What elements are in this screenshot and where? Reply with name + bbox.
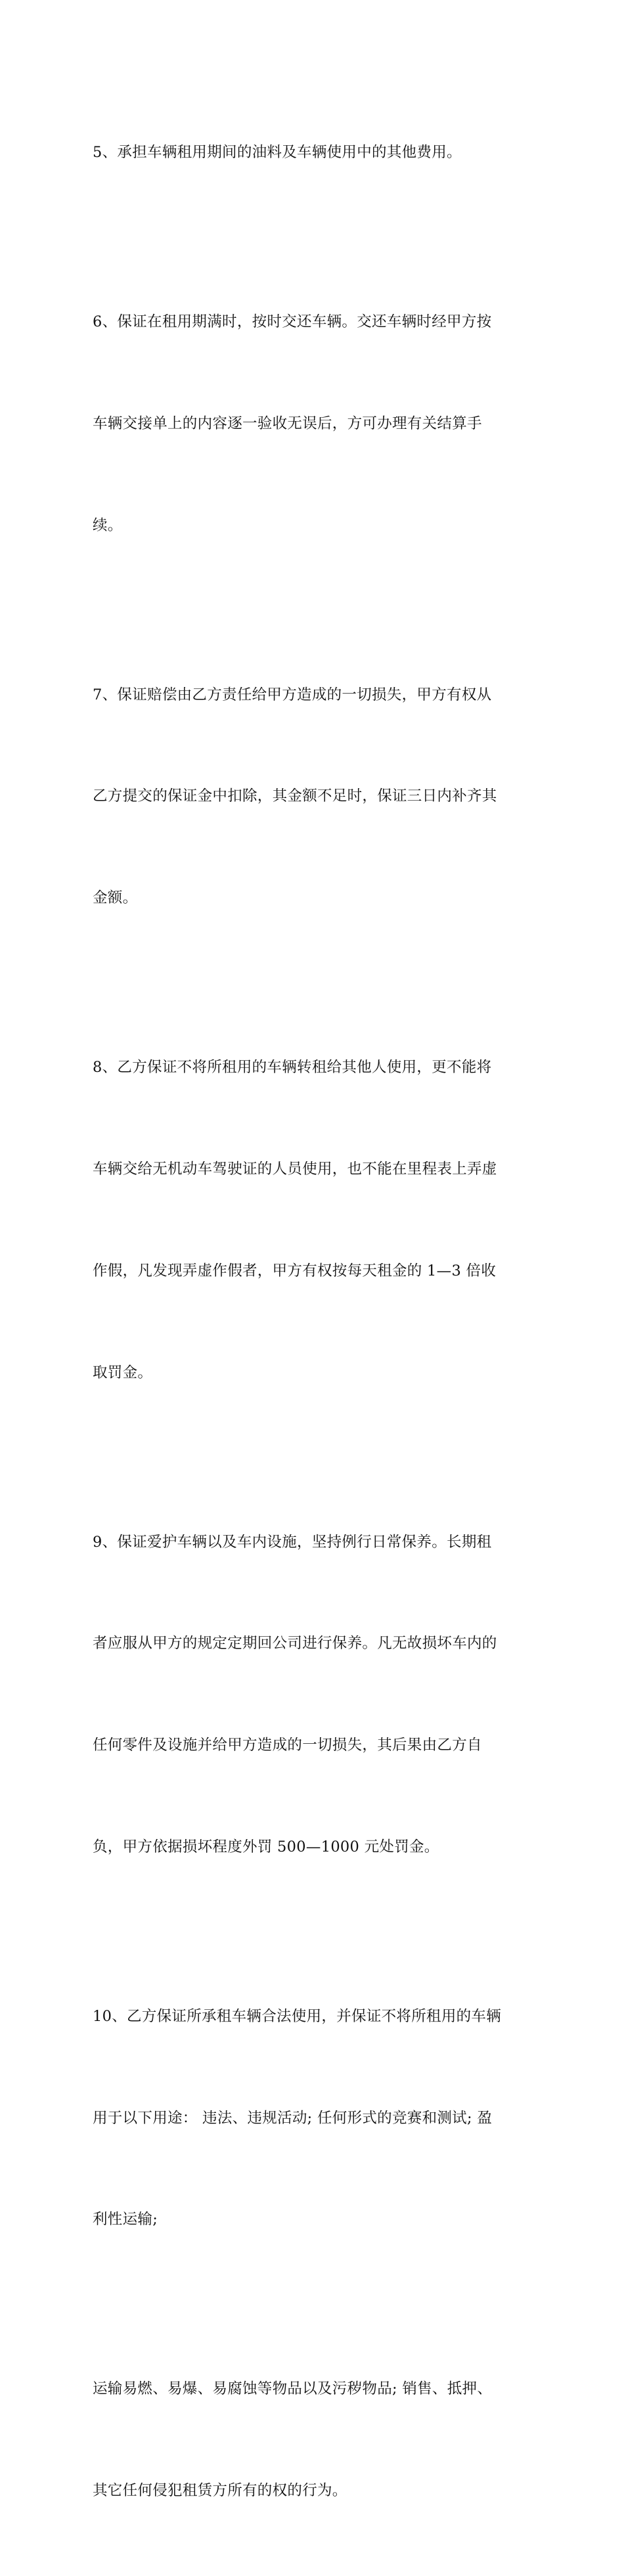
- text-line: 车辆交给无机动车驾驶证的人员使用，也不能在里程表上弄虚: [93, 1161, 497, 1178]
- text-line: 负，甲方依据损坏程度外罚 500—1000 元处罚金。: [93, 1838, 439, 1855]
- clause-10-continued: [93, 2305, 539, 2576]
- clause-8: [93, 983, 539, 1457]
- clause-6: [93, 238, 539, 611]
- text-line: 续。: [93, 516, 123, 534]
- clause-9: [93, 1457, 539, 1932]
- text-line: 其它任何侵犯租赁方所有的权的行为。: [93, 2482, 347, 2500]
- clause-10: [93, 1932, 539, 2305]
- text-line: 利性运输;: [93, 2211, 158, 2229]
- text-line: 乙方提交的保证金中扣除，其金额不足时，保证三日内补齐其: [93, 788, 497, 805]
- text-line: 车辆交接单上的内容逐一验收无误后，方可办理有关结算手: [93, 414, 482, 432]
- text-line: 9、保证爱护车辆以及车内设施，坚持例行日常保养。长期租: [93, 1533, 492, 1551]
- text-line: 8、乙方保证不将所租用的车辆转租给其他人使用，更不能将: [93, 1059, 492, 1077]
- clause-7: [93, 611, 539, 984]
- text-line: 金额。: [93, 889, 138, 907]
- text-line: 运输易燃、易爆、易腐蚀等物品以及污秽物品; 销售、抵押、: [93, 2380, 493, 2398]
- document-body: [93, 68, 539, 2576]
- text-line: 任何零件及设施并给甲方造成的一切损失，其后果由乙方自: [93, 1737, 482, 1754]
- clause-5: [93, 68, 539, 238]
- text-line: 取罚金。: [93, 1364, 153, 1381]
- text-line: 作假，凡发现弄虚作假者，甲方有权按每天租金的 1—3 倍收: [93, 1262, 497, 1279]
- text-line: 用于以下用途： 违法、违规活动; 任何形式的竞赛和测试; 盈: [93, 2109, 493, 2127]
- text-line: 6、保证在租用期满时，按时交还车辆。交还车辆时经甲方按: [93, 313, 492, 331]
- text-line: 5、承担车辆租用期间的油料及车辆使用中的其他费用。: [93, 144, 462, 162]
- text-line: 7、保证赔偿由乙方责任给甲方造成的一切损失，甲方有权从: [93, 686, 492, 703]
- text-line: 10、乙方保证所承租车辆合法使用，并保证不将所租用的车辆: [93, 2007, 502, 2025]
- text-line: 者应服从甲方的规定定期回公司进行保养。凡无故损坏车内的: [93, 1635, 497, 1653]
